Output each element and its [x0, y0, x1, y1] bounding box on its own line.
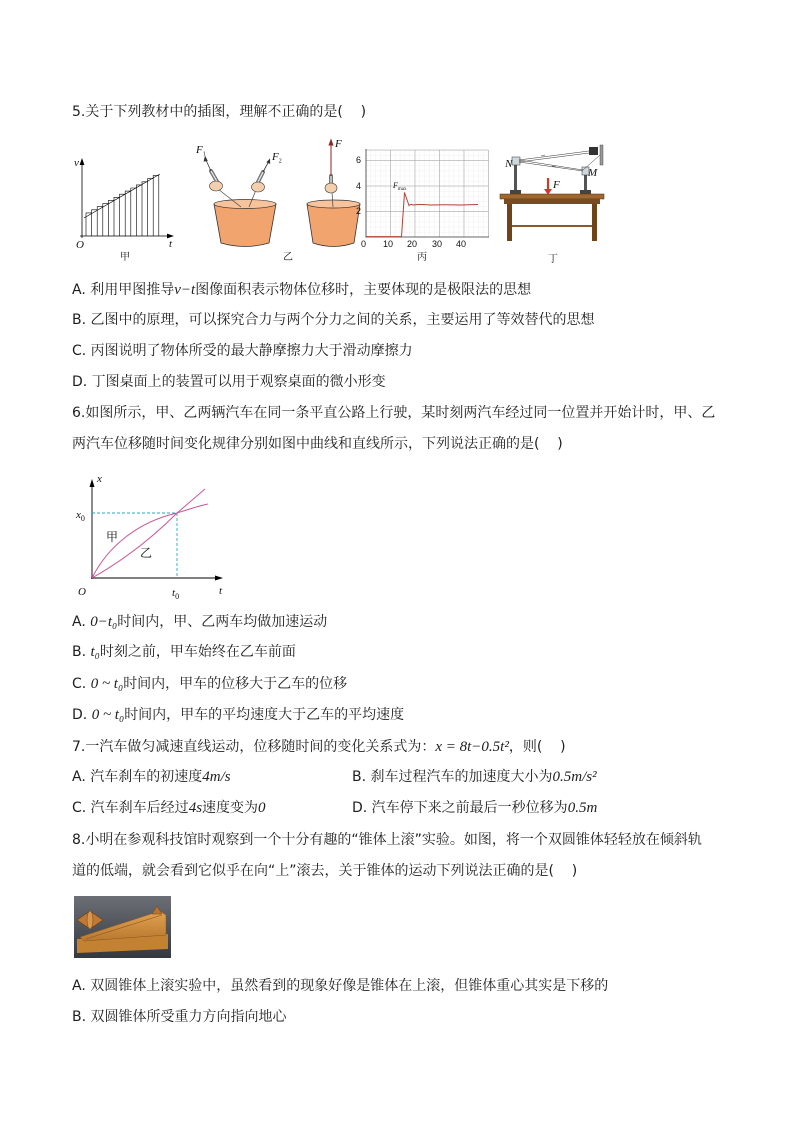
- x0-letter: x: [76, 509, 81, 521]
- option-text: 时间内，甲、乙两车均做加速运动: [117, 614, 328, 630]
- option-text: 时间内，甲车的平均速度大于乙车的平均速度: [124, 707, 405, 723]
- option-text: A. 汽车刹车的初速度: [72, 769, 203, 785]
- f1-label: [195, 144, 206, 158]
- axis-label-t: t: [219, 585, 223, 597]
- q8-stem-text: 8.小明在参观科技馆时观察到一个十分有趣的“锥体上滚”实验。如图，将一个双圆锥体轻轻放在倾斜轨: [72, 832, 702, 848]
- f2-label: [271, 151, 282, 165]
- option-label: C.: [72, 676, 91, 692]
- origin-label: O: [76, 239, 84, 251]
- bucket-right-rim: [307, 200, 360, 208]
- option-text: D. 汽车停下来之前最后一秒位移为: [352, 800, 568, 816]
- q6-option-c: [72, 674, 347, 694]
- mirror-n-label: N: [505, 158, 513, 170]
- vt-line: [84, 174, 160, 218]
- q5-stem: [72, 102, 366, 122]
- caption-jia: 甲: [120, 252, 130, 263]
- q7-stem-text: ，则( ): [508, 739, 566, 755]
- caption-yi: 乙: [283, 252, 293, 263]
- q8-stem-line2: [72, 861, 577, 881]
- math-expression: 0.5m: [567, 800, 598, 816]
- y-tick: 4: [356, 181, 362, 191]
- q7-option-a: [72, 767, 231, 787]
- q5-stem-text: 5.关于下列教材中的插图，理解不正确的是( ): [72, 104, 367, 120]
- arrow-f-up-icon: [328, 139, 333, 146]
- x-tick: 10: [383, 239, 394, 249]
- laser-pointer: [589, 147, 598, 155]
- q5-option-d: [72, 372, 386, 392]
- q8-stem-text: 道的低端，就会看到它似乎在向“上”滚去，关于锥体的运动下列说法正确的是( ): [72, 863, 578, 879]
- option-text: 图像面积表示物体位移时，主要体现的是极限法的思想: [195, 282, 532, 298]
- math-expression: 0 ~ t₀: [90, 676, 124, 692]
- mirror-n-stand: [514, 163, 517, 194]
- q6-stem-text: 6.如图所示，甲、乙两辆汽车在同一条平直公路上行驶，某时刻两汽车经过同一位置并开始计时，甲、乙: [72, 405, 716, 421]
- option-text: D. 丁图桌面上的装置可以用于观察桌面的微小形变: [72, 374, 386, 390]
- axis-label-v: v: [74, 157, 79, 169]
- q7-stem: [72, 737, 566, 757]
- option-text: C. 汽车刹车后经过: [72, 800, 189, 816]
- f1-letter: F: [196, 144, 203, 156]
- x-tick: 20: [407, 239, 418, 249]
- hand-left: [210, 181, 223, 191]
- x-tick: 0: [361, 239, 367, 249]
- y-tick: 2: [356, 206, 362, 216]
- math-expression: 4m/s: [202, 769, 231, 785]
- option-text: A. 双圆锥体上滚实验中，虽然看到的现象好像是锥体在上滚，但锥体重心其实是下移的: [72, 978, 609, 994]
- figure-yi-force-experiment: [195, 138, 360, 263]
- q5-option-c: [72, 341, 413, 361]
- q8-option-a: [72, 976, 608, 996]
- math-expression: 0−t₀: [90, 614, 118, 630]
- fmax-subscript: max: [397, 187, 407, 192]
- t0-label: [172, 587, 179, 601]
- option-text: 时刻之前，甲车始终在乙车前面: [99, 644, 296, 660]
- option-text: 时间内，甲车的位移大于乙车的位移: [123, 676, 348, 692]
- hand-right: [252, 182, 265, 192]
- option-text: A. 利用甲图推导: [72, 282, 175, 298]
- x-axis-arrow-icon: [215, 576, 223, 581]
- fmax-letter: F: [393, 181, 398, 190]
- f1-subscript: 1: [202, 151, 206, 158]
- q7-option-d: [352, 798, 597, 818]
- caption-bing: 丙: [417, 252, 427, 263]
- q7-option-b: [352, 767, 597, 787]
- q6-option-a: [72, 612, 327, 632]
- q5-option-b: [72, 310, 595, 330]
- q8-option-b: [72, 1007, 287, 1027]
- bucket-right: [307, 204, 360, 247]
- staircase-bars: [86, 176, 159, 236]
- mirror-n: [512, 157, 520, 165]
- option-text: B. 乙图中的原理，可以探究合力与两个分力之间的关系，主要运用了等效替代的思想: [72, 312, 595, 328]
- y-axis-arrow-icon: [90, 479, 95, 487]
- q5-option-a: [72, 280, 531, 300]
- f2-letter: F: [272, 151, 279, 163]
- q6-option-b: [72, 642, 296, 662]
- math-expression: 0.5m/s²: [552, 769, 597, 785]
- y-axis-arrow-icon: [80, 158, 85, 165]
- t0-subscript: 0: [175, 592, 180, 601]
- q8-cone-photo: [74, 896, 171, 958]
- hand-single: [325, 183, 337, 193]
- option-text: C. 丙图说明了物体所受的最大静摩擦力大于滑动摩擦力: [72, 343, 413, 359]
- f2-subscript: 2: [278, 158, 282, 165]
- y-tick: 6: [356, 155, 362, 165]
- math-expression: 4s: [188, 800, 203, 816]
- origin-label: O: [78, 586, 86, 598]
- figure-bing-friction-graph: [356, 149, 489, 263]
- option-text: B. 刹车过程汽车的加速度大小为: [352, 769, 553, 785]
- axis-label-x: x: [97, 473, 102, 485]
- bucket-left-rim: [214, 200, 276, 209]
- q6-stem-line2: [72, 434, 563, 454]
- option-text: 速度变为: [202, 800, 259, 816]
- q7-option-c: [72, 798, 266, 818]
- option-label: B.: [72, 644, 91, 660]
- mirror-m-label: M: [588, 167, 598, 179]
- option-text: B. 双圆锥体所受重力方向指向地心: [72, 1009, 287, 1025]
- math-expression: v−t: [174, 282, 196, 298]
- option-label: A.: [72, 614, 91, 630]
- q7-stem-text: 7.一汽车做匀减速直线运动，位移随时间的变化关系式为：: [72, 739, 436, 755]
- x-tick: 40: [456, 239, 467, 249]
- q8-stem-line1: [72, 830, 702, 850]
- bucket-left: [214, 204, 276, 247]
- option-label: D.: [72, 707, 92, 723]
- math-expression: x = 8t−0.5t²: [435, 739, 509, 755]
- math-expression: 0 ~ t₀: [91, 707, 125, 723]
- label-yi: 乙: [140, 546, 153, 560]
- scale-ruler: [600, 145, 603, 165]
- figure-jia-vt-graph: [74, 157, 174, 263]
- f-press-label: F: [553, 179, 560, 191]
- figure-ding-table-deformation: [500, 145, 604, 265]
- caption-ding: 丁: [548, 254, 558, 265]
- math-expression: 0: [258, 800, 266, 816]
- x0-label: [75, 509, 85, 523]
- q6-xt-graph: [60, 462, 235, 602]
- x0-subscript: 0: [80, 514, 85, 523]
- axis-label-t: t: [169, 238, 173, 250]
- q5-figures: [0, 130, 794, 270]
- q6-stem-text: 两汽车位移随时间变化规律分别如图中曲线和直线所示，下列说法正确的是( ): [72, 436, 563, 452]
- f-label: F: [335, 138, 342, 150]
- q6-option-d: [72, 705, 404, 725]
- t0-letter: t: [172, 587, 176, 599]
- label-jia: 甲: [106, 530, 119, 544]
- math-expression: t₀: [90, 644, 100, 660]
- q6-stem-line1: [72, 403, 715, 423]
- x-tick: 30: [432, 239, 443, 249]
